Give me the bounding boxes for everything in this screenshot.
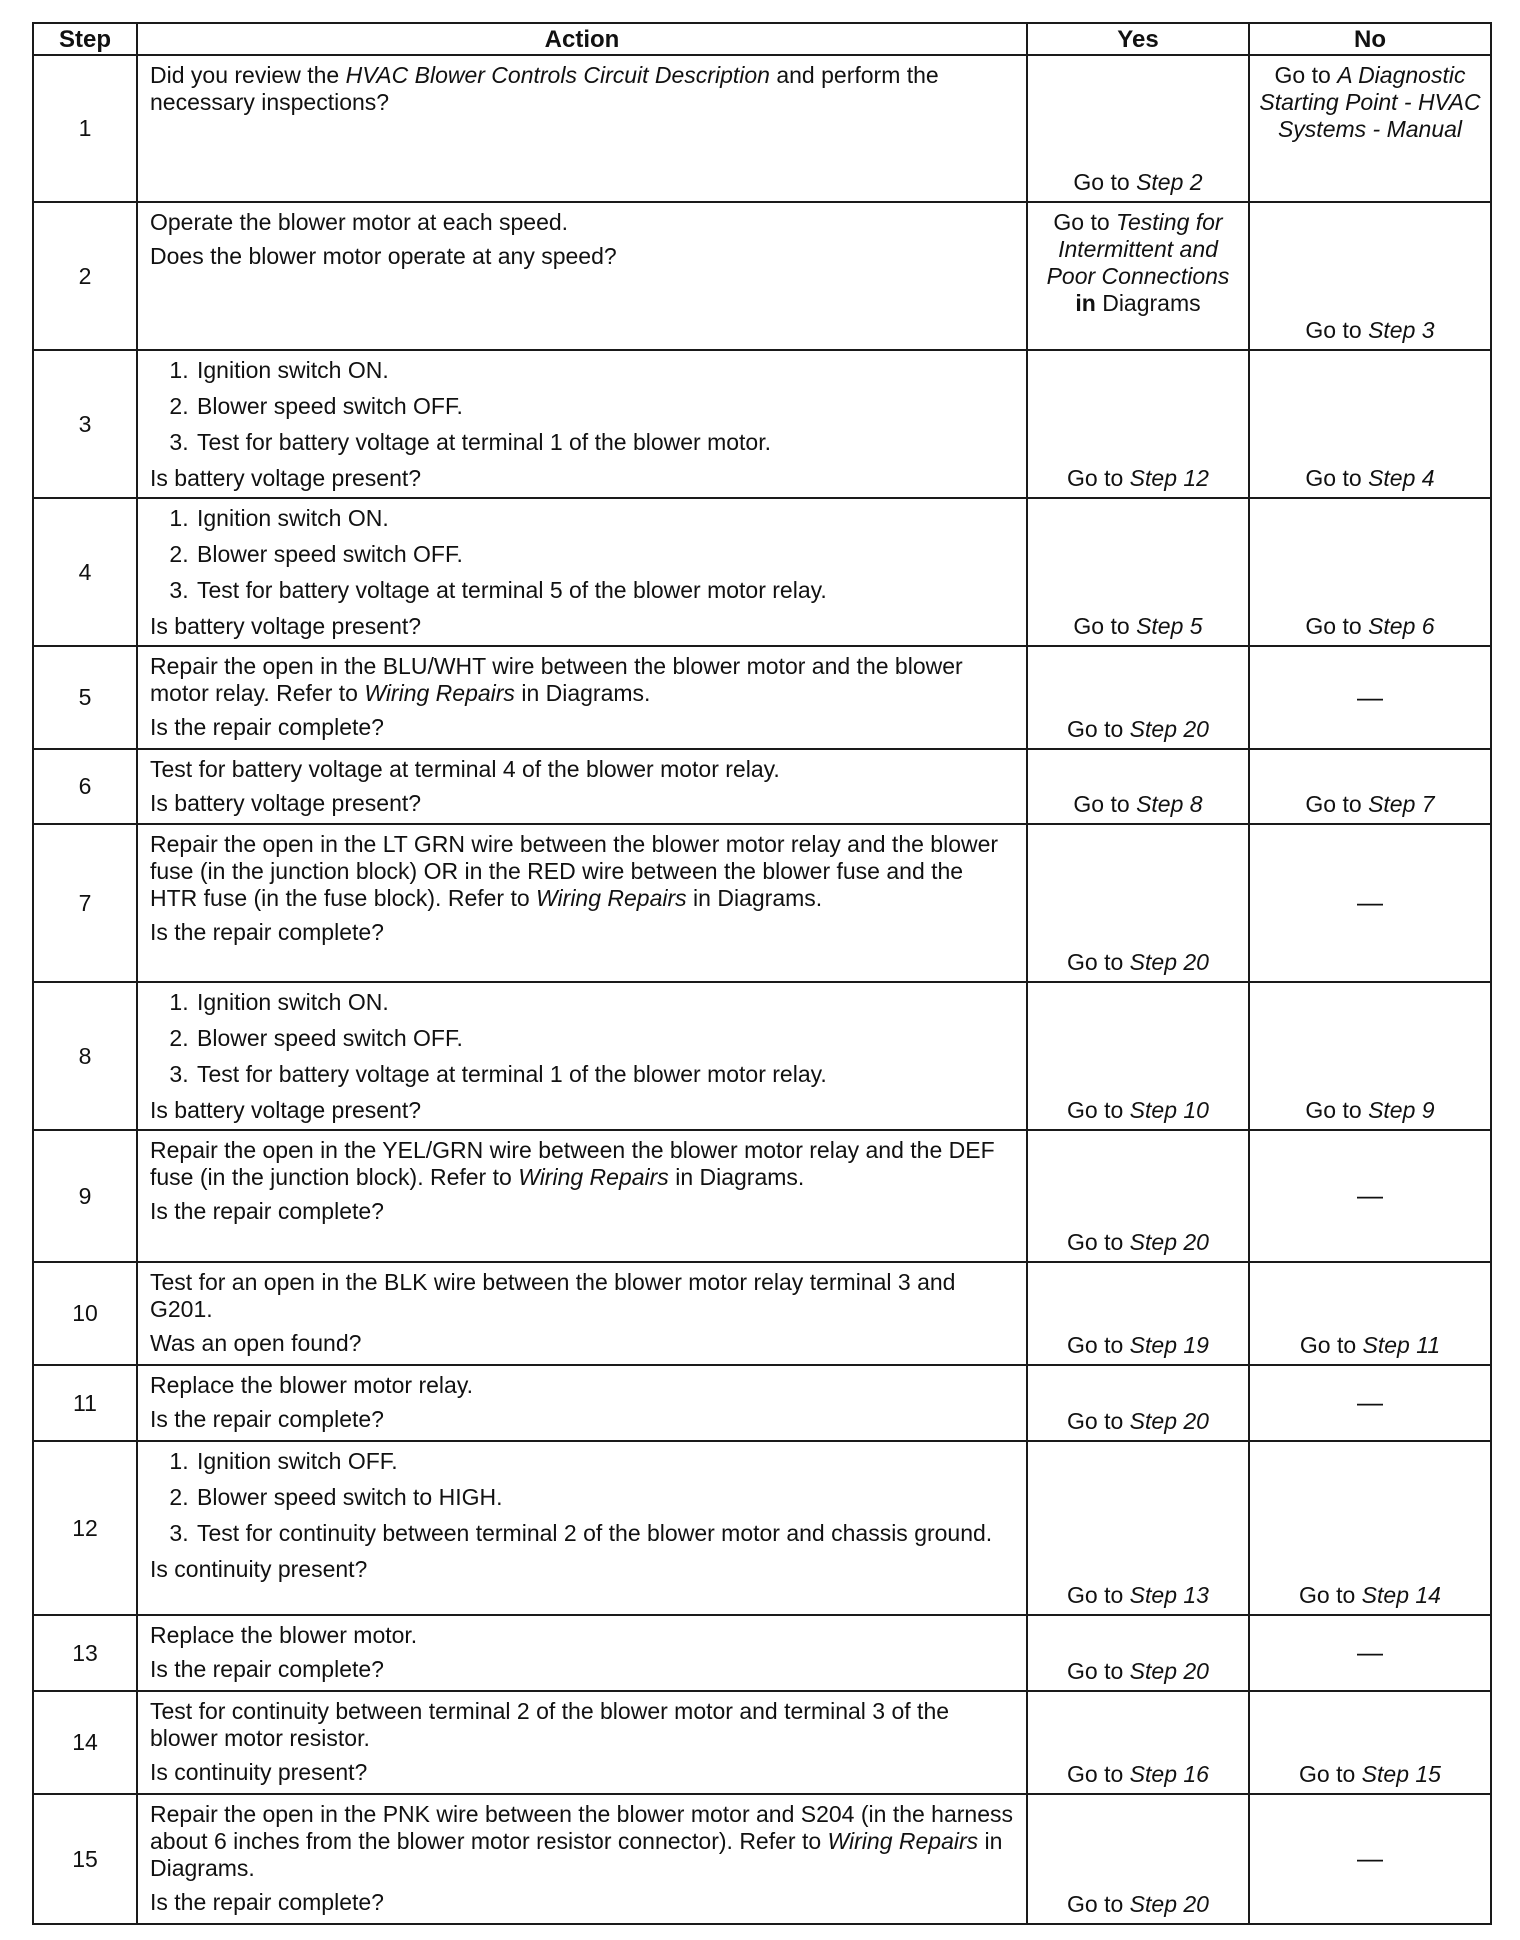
table-row: [33, 1262, 1491, 1365]
action-cell: [137, 646, 1027, 749]
list-item: 1. Ignition switch ON.: [195, 505, 1016, 532]
action-question: Is battery voltage present?: [150, 1097, 422, 1123]
table-row: [33, 350, 1491, 498]
table-row: [33, 498, 1491, 646]
action-question: Is the repair complete?: [150, 1406, 384, 1432]
yes-cell: Go to Step 20: [1027, 1615, 1249, 1691]
yes-cell: Go to Step 20: [1027, 1365, 1249, 1441]
table-header-row: [33, 23, 1491, 55]
table-row: [33, 1615, 1491, 1691]
action-cell: [137, 350, 1027, 498]
list-item: 3. Test for continuity between terminal 2 of the blower motor and chassis ground.: [195, 1520, 1016, 1547]
action-text: Operate the blower motor at each speed.: [150, 209, 569, 235]
step-number: 4: [33, 498, 137, 646]
action-text: Test for battery voltage at terminal 4 of the blower motor relay.: [150, 756, 780, 782]
no-cell: Go to Step 14: [1249, 1441, 1491, 1615]
no-cell: Go to A Diagnostic Starting Point - HVAC Systems - Manual: [1249, 55, 1491, 202]
step-number: 12: [33, 1441, 137, 1615]
action-text: Repair the open in the BLU/WHT wire between the blower motor and the blower motor relay. Refer to Wiring Repairs in Diagrams.: [150, 653, 963, 706]
yes-cell: Go to Step 20: [1027, 1794, 1249, 1924]
no-cell: Go to Step 4: [1249, 350, 1491, 498]
action-cell: [137, 749, 1027, 824]
action-cell: [137, 202, 1027, 350]
step-number: 7: [33, 824, 137, 982]
list-item: 1. Ignition switch ON.: [195, 989, 1016, 1016]
table-row: [33, 202, 1491, 350]
yes-cell: Go to Step 5: [1027, 498, 1249, 646]
action-text: Repair the open in the PNK wire between the blower motor and S204 (in the harness about 6 inches from the blower motor resistor connector). Refer to Wiring Repairs in Diagrams.: [150, 1801, 1014, 1881]
action-cell: [137, 824, 1027, 982]
action-question: Is continuity present?: [150, 1759, 368, 1785]
header-step: Step: [33, 23, 137, 55]
action-question: Is continuity present?: [150, 1556, 368, 1582]
header-no: No: [1249, 23, 1491, 55]
table-row: [33, 824, 1491, 982]
no-cell: —: [1249, 646, 1491, 749]
action-question: Is the repair complete?: [150, 1198, 384, 1224]
no-cell: —: [1249, 1794, 1491, 1924]
list-item: 1. Ignition switch OFF.: [195, 1448, 1016, 1475]
step-number: 14: [33, 1691, 137, 1794]
step-number: 8: [33, 982, 137, 1130]
table-row: [33, 1441, 1491, 1615]
table-row: [33, 55, 1491, 202]
action-cell: [137, 982, 1027, 1130]
step-number: 13: [33, 1615, 137, 1691]
yes-cell: Go to Step 10: [1027, 982, 1249, 1130]
action-cell: [137, 1615, 1027, 1691]
list-item: 2. Blower speed switch OFF.: [195, 1025, 1016, 1052]
action-cell: [137, 1794, 1027, 1924]
action-text: Did you review the HVAC Blower Controls Circuit Description and perform the necessary inspections?: [150, 62, 939, 115]
no-cell: —: [1249, 1615, 1491, 1691]
no-cell: Go to Step 9: [1249, 982, 1491, 1130]
table-row: [33, 646, 1491, 749]
table-row: [33, 1365, 1491, 1441]
action-question: Is the repair complete?: [150, 1889, 384, 1915]
action-cell: [137, 55, 1027, 202]
no-cell: Go to Step 15: [1249, 1691, 1491, 1794]
yes-cell: Go to Step 20: [1027, 824, 1249, 982]
table-row: [33, 1130, 1491, 1262]
step-number: 3: [33, 350, 137, 498]
diagnostic-table: [32, 22, 1492, 1925]
step-number: 11: [33, 1365, 137, 1441]
action-cell: [137, 1691, 1027, 1794]
action-cell: [137, 498, 1027, 646]
header-yes: Yes: [1027, 23, 1249, 55]
action-question: Is the repair complete?: [150, 714, 384, 740]
no-cell: —: [1249, 1130, 1491, 1262]
action-text: Replace the blower motor relay.: [150, 1372, 473, 1398]
list-item: 3. Test for battery voltage at terminal 1 of the blower motor relay.: [195, 1061, 1016, 1088]
action-text: Replace the blower motor.: [150, 1622, 418, 1648]
action-text: Test for continuity between terminal 2 of the blower motor and terminal 3 of the blower motor resistor.: [150, 1698, 950, 1751]
yes-cell: Go to Testing for Intermittent and Poor Connections in Diagrams: [1027, 202, 1249, 350]
action-cell: [137, 1262, 1027, 1365]
yes-cell: Go to Step 16: [1027, 1691, 1249, 1794]
yes-cell: Go to Step 20: [1027, 646, 1249, 749]
step-number: 9: [33, 1130, 137, 1262]
action-cell: [137, 1365, 1027, 1441]
action-list: [150, 1448, 1016, 1547]
yes-cell: Go to Step 19: [1027, 1262, 1249, 1365]
step-number: 6: [33, 749, 137, 824]
action-question: Was an open found?: [150, 1330, 362, 1356]
yes-cell: Go to Step 20: [1027, 1130, 1249, 1262]
no-cell: —: [1249, 1365, 1491, 1441]
list-item: 2. Blower speed switch to HIGH.: [195, 1484, 1016, 1511]
step-number: 5: [33, 646, 137, 749]
yes-cell: Go to Step 8: [1027, 749, 1249, 824]
step-number: 2: [33, 202, 137, 350]
action-text: Test for an open in the BLK wire between the blower motor relay terminal 3 and G201.: [150, 1269, 956, 1322]
table-row: [33, 1794, 1491, 1924]
action-question: Does the blower motor operate at any speed?: [150, 243, 617, 269]
action-cell: [137, 1130, 1027, 1262]
table-row: [33, 982, 1491, 1130]
action-list: [150, 989, 1016, 1088]
action-question: Is the repair complete?: [150, 919, 384, 945]
yes-cell: Go to Step 2: [1027, 55, 1249, 202]
yes-cell: Go to Step 12: [1027, 350, 1249, 498]
table-row: [33, 1691, 1491, 1794]
action-question: Is the repair complete?: [150, 1656, 384, 1682]
yes-cell: Go to Step 13: [1027, 1441, 1249, 1615]
table-row: [33, 749, 1491, 824]
action-text: Repair the open in the LT GRN wire between the blower motor relay and the blower fuse (in the junction block) OR in the RED wire between the blower fuse and the HTR fuse (in the fuse block). Refer to Wiring Repairs in Diagrams.: [150, 831, 999, 911]
header-action: Action: [137, 23, 1027, 55]
action-question: Is battery voltage present?: [150, 790, 422, 816]
step-number: 1: [33, 55, 137, 202]
no-cell: Go to Step 7: [1249, 749, 1491, 824]
list-item: 3. Test for battery voltage at terminal 1 of the blower motor.: [195, 429, 1016, 456]
list-item: 2. Blower speed switch OFF.: [195, 541, 1016, 568]
step-number: 15: [33, 1794, 137, 1924]
step-number: 10: [33, 1262, 137, 1365]
no-cell: Go to Step 11: [1249, 1262, 1491, 1365]
list-item: 1. Ignition switch ON.: [195, 357, 1016, 384]
no-cell: —: [1249, 824, 1491, 982]
list-item: 2. Blower speed switch OFF.: [195, 393, 1016, 420]
action-text: Repair the open in the YEL/GRN wire between the blower motor relay and the DEF fuse (in the junction block). Refer to Wiring Repairs in Diagrams.: [150, 1137, 995, 1190]
action-list: [150, 505, 1016, 604]
list-item: 3. Test for battery voltage at terminal 5 of the blower motor relay.: [195, 577, 1016, 604]
action-question: Is battery voltage present?: [150, 613, 422, 639]
action-cell: [137, 1441, 1027, 1615]
diagnostic-table-sheet: [32, 22, 1490, 1925]
no-cell: Go to Step 3: [1249, 202, 1491, 350]
action-list: [150, 357, 1016, 456]
no-cell: Go to Step 6: [1249, 498, 1491, 646]
action-question: Is battery voltage present?: [150, 465, 422, 491]
